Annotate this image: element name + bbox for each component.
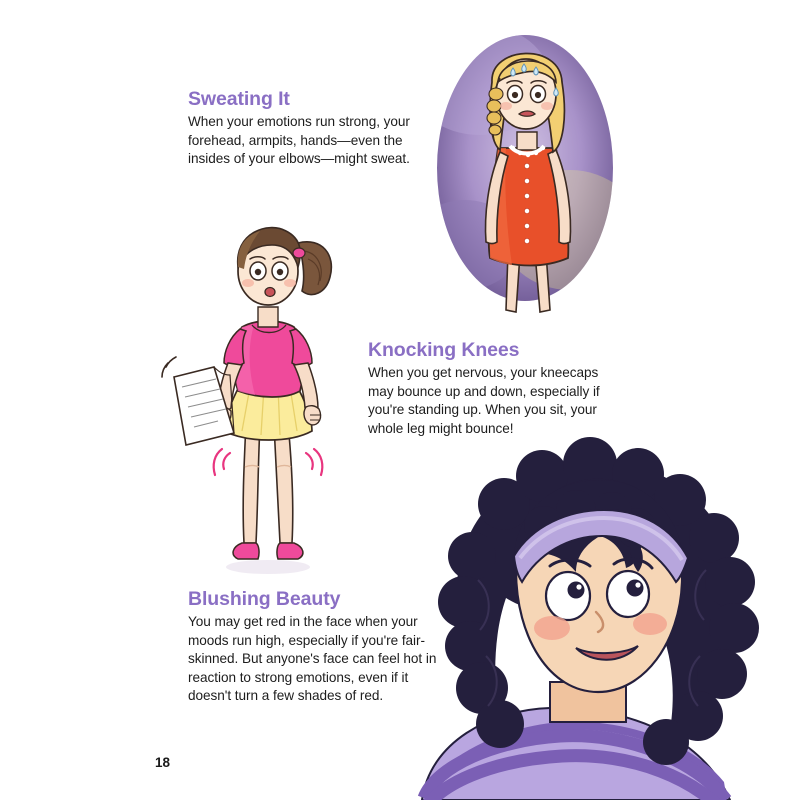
section-heading-blushing-beauty: Blushing Beauty	[188, 588, 341, 610]
section-body-sweating-it: When your emotions run strong, your forehead, armpits, hands—even the insides of your elbows—might sweat.	[188, 114, 410, 167]
blushing-girl-svg	[400, 430, 800, 800]
nervous-girl-svg	[160, 195, 380, 585]
section-body-knocking-knees: When you get nervous, your kneecaps may bounce up and down, especially if you're standing up. When you sit, your whole leg might bounce!	[368, 365, 600, 436]
illustration-nervous-girl	[160, 195, 380, 585]
section-blushing-beauty	[188, 588, 450, 706]
motion-lines	[214, 449, 323, 475]
page-number: 18	[155, 755, 171, 770]
illustration-blushing-girl	[400, 430, 800, 800]
section-knocking-knees	[368, 339, 618, 438]
section-body-blushing-beauty: You may get red in the face when your moods run high, especially if you're fair-skinned. But anyone's face can feel hot in reaction to strong emotions, even if it doesn't turn a few shades of red.	[188, 614, 437, 704]
illustration-sweating-girl	[420, 20, 640, 320]
section-sweating-it	[188, 88, 420, 169]
section-heading-sweating-it: Sweating It	[188, 88, 290, 110]
shaking-paper	[162, 357, 234, 445]
sweating-girl-svg	[420, 20, 640, 320]
section-heading-knocking-knees: Knocking Knees	[368, 339, 520, 361]
